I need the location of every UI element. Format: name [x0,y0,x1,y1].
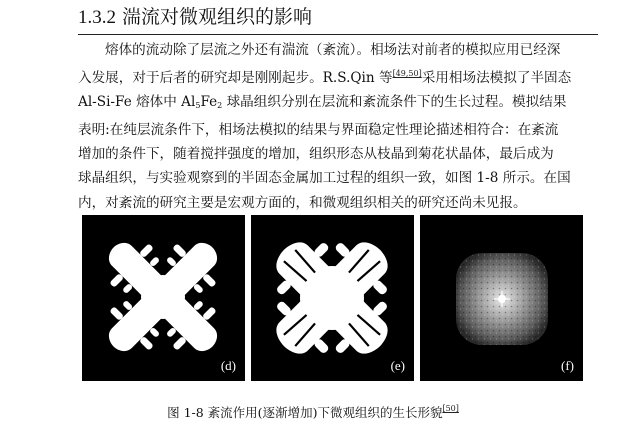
dendrite-image [82,215,245,381]
line2-text-end: 采用相场法模拟了半固态 [421,70,572,87]
paragraph-line-6: 球晶组织，与实验观察到的半固态金属加工过程的组织一致，如图 1-8 所示。在国 [78,170,571,187]
subscript-2: 2 [217,101,223,111]
line3-text-a: Al-Si-Fe 熔体中 Al [78,94,196,111]
paragraph-line-3 [78,90,600,118]
paragraph-line-5: 增加的条件下，随着搅拌强度的增加，组织形态从枝晶到菊花状晶体，最后成为 [78,146,554,163]
paragraph-line-2 [78,62,600,90]
section-number: 1.3.2 [78,7,116,28]
subscript-5: 5 [195,101,201,111]
panel-label-e: (e) [390,358,405,373]
paragraph-line-1: 熔体的流动除了层流之外还有湍流（紊流）。相场法对前者的模拟应用已经深 [105,42,561,58]
section-heading [78,2,598,33]
figure-panel-e [251,215,414,381]
paragraph-line-4: 表明:在纯层流条件下，相场法模拟的结果与界面稳定性理论描述相符合：在紊流 [78,122,559,139]
globular-image [420,215,583,381]
paragraph-line-7: 内，对紊流的研究主要是宏观方面的，和微观组织相关的研究还尚未见报。 [78,194,527,211]
panel-label-d: (d) [220,358,236,373]
line3-text-c: 球晶组织分别在层流和紊流条件下的生长过程。模拟结果 [222,94,567,111]
rosette-image [251,215,414,381]
figure-panel-d [82,215,245,381]
citation-49-50[interactable]: [49,50] [392,69,422,79]
panel-label-f: (f) [561,358,574,373]
line2-text: 入发展，对于后者的研究却是刚刚起步。R.S.Qin 等 [78,70,393,87]
caption-text: 图 1-8 紊流作用(逐渐增加)下微观组织的生长形貌 [167,405,443,420]
section-title: 湍流对微观组织的影响 [122,6,313,28]
figure-caption [0,400,626,422]
body-paragraph [78,38,600,215]
line3-text-b: Fe [200,94,218,111]
heading-rule [78,34,598,35]
figure-panel-f [420,215,583,381]
caption-citation[interactable]: [50] [442,404,459,413]
